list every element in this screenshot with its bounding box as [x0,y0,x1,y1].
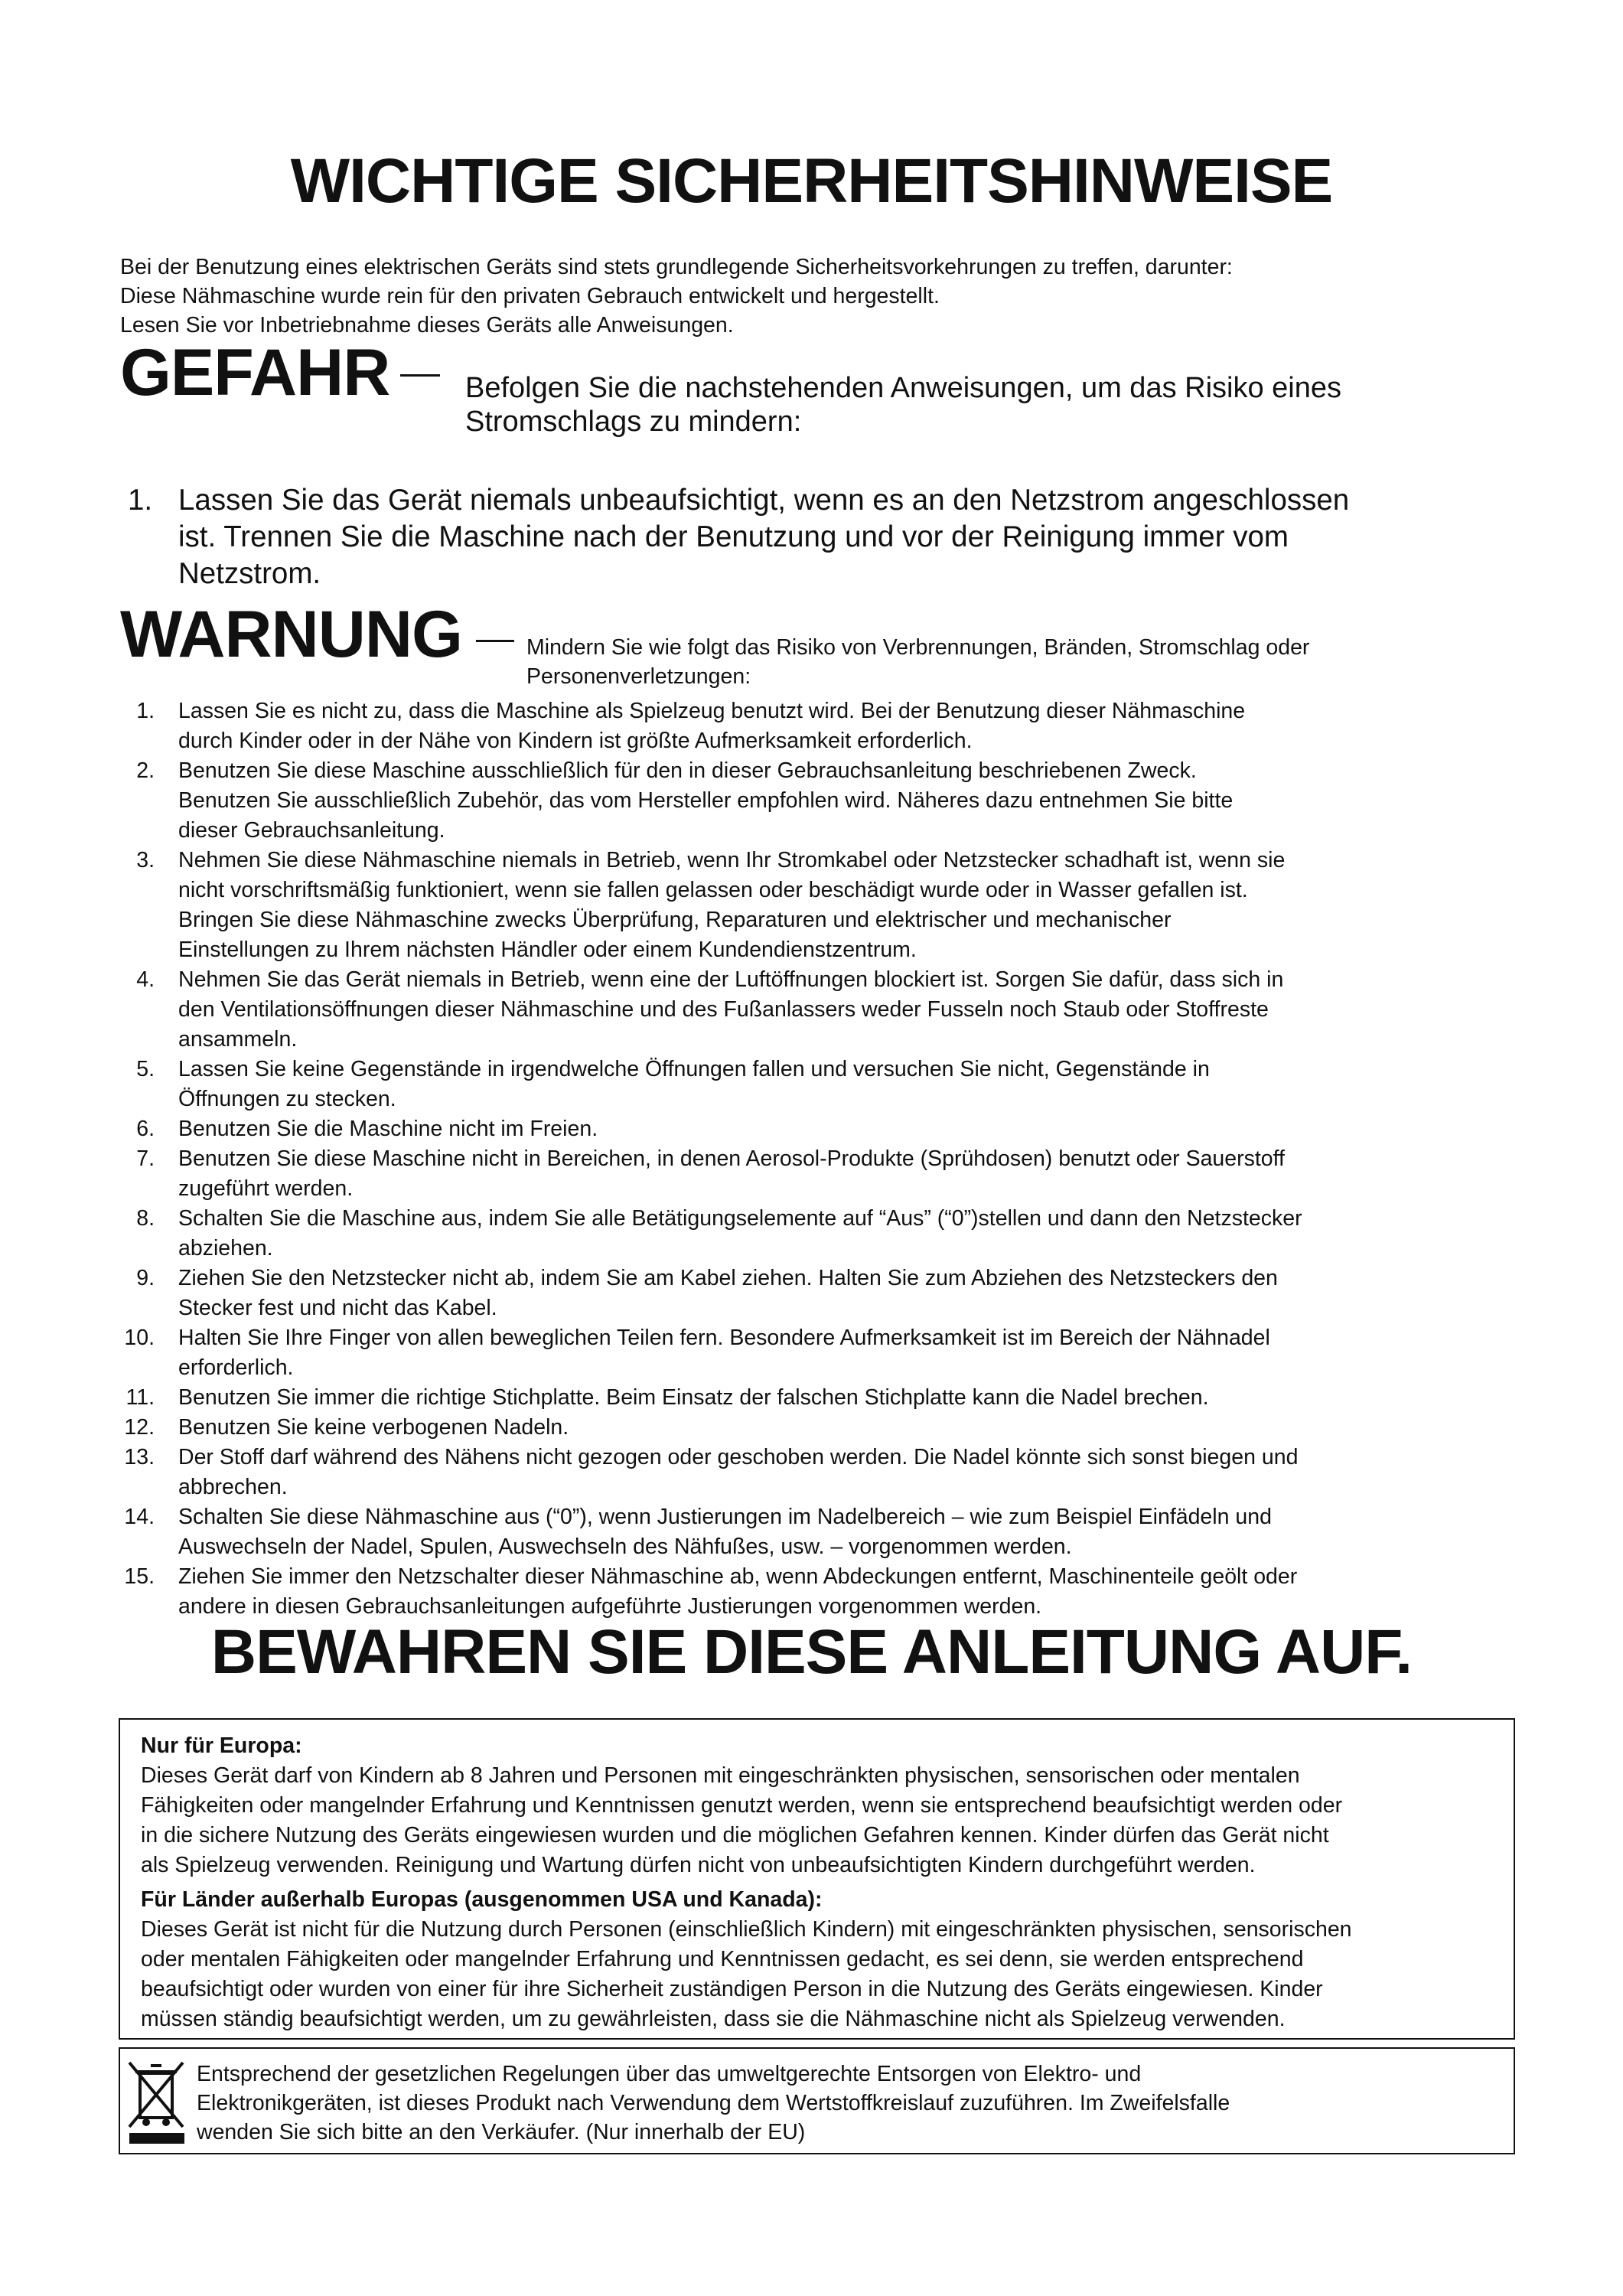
warning-item-number: 9. [136,1266,155,1290]
warning-item-line: Benutzen Sie diese Maschine ausschließlich für den in dieser Gebrauchsanleitung beschriebenen Zweck. [178,758,1197,783]
warning-item-line: Auswechseln der Nadel, Spulen, Auswechseln des Nähfußes, usw. – vorgenommen werden. [178,1534,1072,1559]
warning-item-line: Ziehen Sie immer den Netzschalter dieser Nähmaschine ab, wenn Abdeckungen entfernt, Maschinenteile geölt oder [178,1564,1298,1589]
warning-item [120,1204,1551,1264]
europe-line: Fähigkeiten oder mangelnder Erfahrung und Kenntnissen genutzt werden, wenn sie entsprechend beaufsichtigt werden oder [141,1793,1343,1818]
danger-item-line: Lassen Sie das Gerät niemals unbeaufsichtigt, wenn es an den Netzstrom angeschlossen [178,484,1350,517]
warning-item-line: Stecker fest und nicht das Kabel. [178,1296,497,1320]
warning-item-line: Schalten Sie diese Nähmaschine aus (“0”), wenn Justierungen im Nadelbereich – wie zum Beispiel Einfädeln und [178,1505,1272,1529]
warning-item-line: Der Stoff darf während des Nähens nicht gezogen oder geschoben werden. Die Nadel könnte sich sonst biegen und [178,1445,1299,1469]
intro-paragraph [120,253,1543,340]
danger-intro-line: Befolgen Sie die nachstehenden Anweisungen, um das Risiko eines [465,372,1341,404]
europe-line: Dieses Gerät darf von Kindern ab 8 Jahren und Personen mit eingeschränkten physischen, sensorischen oder mentalen [141,1763,1300,1788]
warning-item-number: 1. [136,699,155,723]
danger-intro [465,371,1341,439]
disposal-line: Entsprechend der gesetzlichen Regelungen über das umweltgerechte Entsorgen von Elektro- und [197,2062,1142,2086]
warning-item [120,756,1551,846]
weee-crossed-bin-icon [126,2058,187,2147]
warning-item-number: 5. [136,1057,155,1081]
warning-item-line: Halten Sie Ihre Finger von allen beweglichen Teilen fern. Besondere Aufmerksamkeit ist im Bereich der Nähnadel [178,1326,1270,1350]
warning-item-line: Öffnungen zu stecken. [178,1087,396,1111]
warning-item-number: 15. [124,1564,155,1589]
warning-item [120,846,1551,965]
warning-item-number: 6. [136,1117,155,1141]
disposal-notice-box [119,2047,1515,2154]
danger-list [120,482,1551,592]
warning-item [120,696,1551,756]
warning-item [120,1413,1551,1443]
warning-item [120,1443,1551,1502]
usage-restrictions-box [119,1718,1515,2040]
page-title: WICHTIGE SICHERHEITSHINWEISE [290,146,1333,216]
intro-line: Bei der Benutzung eines elektrischen Geräts sind stets grundlegende Sicherheitsvorkehrungen zu treffen, darunter: [120,255,1233,279]
warning-item [120,1502,1551,1562]
danger-item [120,482,1551,592]
warning-item-line: Lassen Sie keine Gegenstände in irgendwelche Öffnungen fallen und versuchen Sie nicht, Gegenstände in [178,1057,1210,1081]
outside-europe-line: beaufsichtigt oder wurden von einer für ihre Sicherheit zuständigen Person in die Nutzung des Geräts eingewiesen. Kinder [141,1977,1323,2001]
warning-item-line: abziehen. [178,1236,273,1261]
danger-dash [400,374,440,377]
warning-intro-line: Mindern Sie wie folgt das Risiko von Verbrennungen, Bränden, Stromschlag oder [526,635,1310,660]
warning-item-line: durch Kinder oder in der Nähe von Kindern ist größte Aufmerksamkeit erforderlich. [178,729,973,753]
danger-intro-line: Stromschlags zu mindern: [465,406,802,438]
warning-item-line: Schalten Sie die Maschine aus, indem Sie alle Betätigungselemente auf “Aus” (“0”)stellen und dann den Netzstecker [178,1206,1302,1231]
disposal-line: Elektronikgeräten, ist dieses Produkt nach Verwendung dem Wertstoffkreislauf zuzuführen. Im Zweifelsfalle [197,2091,1230,2115]
warning-item [120,1264,1551,1323]
warning-item-number: 4. [136,967,155,992]
warning-item [120,1383,1551,1413]
warning-item-line: Benutzen Sie keine verbogenen Nadeln. [178,1415,569,1440]
warning-item-line: Nehmen Sie diese Nähmaschine niemals in Betrieb, wenn Ihr Stromkabel oder Netzstecker schadhaft ist, wenn sie [178,848,1286,872]
warning-item-line: Benutzen Sie ausschließlich Zubehör, das vom Hersteller empfohlen wird. Näheres dazu entnehmen Sie bitte [178,788,1234,813]
warning-item-line: dieser Gebrauchsanleitung. [178,818,445,843]
warning-item-line: zugeführt werden. [178,1176,354,1201]
europe-heading: Nur für Europa: [141,1733,302,1758]
warning-item-line: Bringen Sie diese Nähmaschine zwecks Überprüfung, Reparaturen und elektrischer und mechanischer [178,908,1172,932]
warning-item-line: andere in diesen Gebrauchsanleitungen aufgeführte Justierungen vorgenommen werden. [178,1594,1042,1619]
warning-item-number: 3. [136,848,155,872]
keep-instructions-notice: BEWAHREN SIE DIESE ANLEITUNG AUF. [210,1617,1413,1687]
warning-item [120,965,1551,1055]
europe-line: in die sichere Nutzung des Geräts eingewiesen wurden und die möglichen Gefahren kennen. Kinder dürfen das Gerät nicht [141,1823,1329,1848]
warning-item-number: 10. [124,1326,155,1350]
warning-item-line: Benutzen Sie diese Maschine nicht in Bereichen, in denen Aerosol-Produkte (Sprühdosen) benutzt oder Sauerstoff [178,1146,1285,1171]
warning-item-number: 13. [124,1445,155,1469]
warning-item [120,1323,1551,1383]
outside-europe-line: oder mentalen Fähigkeiten oder mangelnder Erfahrung und Kenntnissen gedacht, es sei denn, sie werden entsprechend [141,1947,1304,1971]
warning-item-line: Benutzen Sie immer die richtige Stichplatte. Beim Einsatz der falschen Stichplatte kann die Nadel brechen. [178,1385,1209,1410]
warning-item-line: Nehmen Sie das Gerät niemals in Betrieb, wenn eine der Luftöffnungen blockiert ist. Sorgen Sie dafür, dass sich in [178,967,1284,992]
warning-item-number: 8. [136,1206,155,1231]
warning-item [120,1562,1551,1622]
intro-line: Lesen Sie vor Inbetriebnahme dieses Geräts alle Anweisungen. [120,313,734,338]
outside-europe-line: müssen ständig beaufsichtigt werden, um zu gewährleisten, dass sie die Nähmaschine nicht als Spielzeug verwenden. [141,2007,1286,2031]
warning-item-line: ansammeln. [178,1027,298,1052]
warning-item-line: Ziehen Sie den Netzstecker nicht ab, indem Sie am Kabel ziehen. Halten Sie zum Abziehen des Netzsteckers den [178,1266,1278,1290]
disposal-line: wenden Sie sich bitte an den Verkäufer. (Nur innerhalb der EU) [197,2120,806,2144]
warning-intro [526,633,1309,691]
warning-heading: WARNUNG [120,598,462,671]
warning-item [120,1114,1551,1144]
warning-dash [476,640,514,642]
warning-item-line: Einstellungen zu Ihrem nächsten Händler oder einem Kundendienstzentrum. [178,938,917,962]
danger-item-number: 1. [128,484,153,517]
warning-item-line: erforderlich. [178,1355,294,1380]
warning-item-number: 12. [124,1415,155,1440]
outside-europe-line: Dieses Gerät ist nicht für die Nutzung durch Personen (einschließlich Kindern) mit eingeschränkten physischen, sensorischen [141,1917,1352,1942]
warning-item-line: abbrechen. [178,1475,288,1499]
warning-item-line: Lassen Sie es nicht zu, dass die Maschine als Spielzeug benutzt wird. Bei der Benutzung dieser Nähmaschine [178,699,1246,723]
danger-item-line: Netzstrom. [178,557,321,590]
warning-item-line: den Ventilationsöffnungen dieser Nähmaschine und des Fußanlassers weder Fusseln noch Staub oder Stoffreste [178,997,1269,1022]
warning-item [120,1055,1551,1114]
intro-line: Diese Nähmaschine wurde rein für den privaten Gebrauch entwickelt und hergestellt. [120,284,940,308]
danger-heading: GEFAHR [120,336,390,409]
warning-intro-line: Personenverletzungen: [526,664,751,689]
warning-item-line: nicht vorschriftsmäßig funktioniert, wenn sie fallen gelassen oder beschädigt wurde oder in Wasser gefallen ist. [178,878,1248,902]
europe-line: als Spielzeug verwenden. Reinigung und Wartung dürfen nicht von unbeaufsichtigten Kindern durchgeführt werden. [141,1853,1256,1877]
danger-item-line: ist. Trennen Sie die Maschine nach der Benutzung und vor der Reinigung immer vom [178,520,1289,553]
outside-europe-heading: Für Länder außerhalb Europas (ausgenommen USA und Kanada): [141,1887,823,1912]
warning-item-number: 11. [125,1385,155,1410]
warning-item-number: 7. [136,1146,155,1171]
warning-item-number: 14. [124,1505,155,1529]
warning-list [120,696,1551,1622]
warning-item-number: 2. [136,758,155,783]
warning-item [120,1144,1551,1204]
warning-item-line: Benutzen Sie die Maschine nicht im Freien. [178,1117,598,1141]
